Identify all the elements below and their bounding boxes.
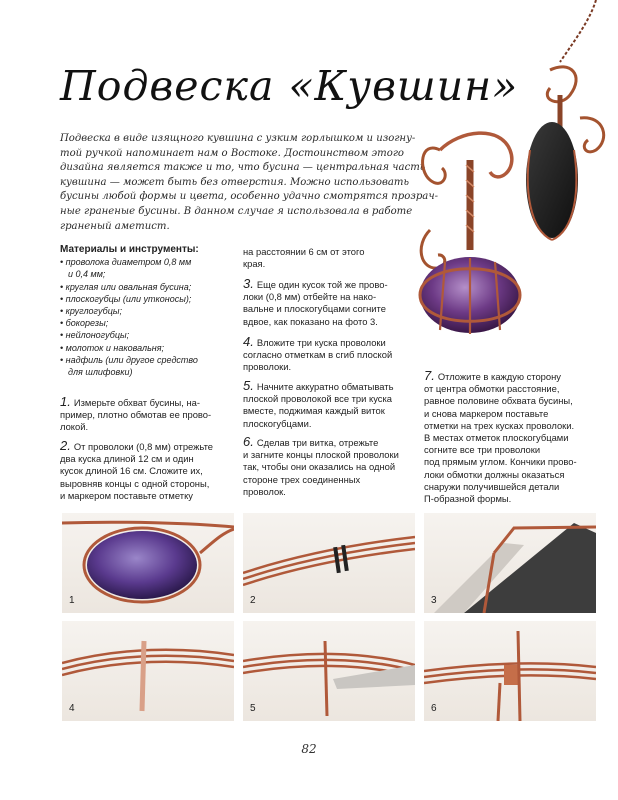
- step-text: согните все три проволоки: [424, 444, 541, 456]
- step-text: на расстоянии 6 см от этого: [243, 246, 365, 257]
- step-7: [424, 370, 594, 505]
- step-text: и маркером поставьте отметку: [60, 489, 193, 501]
- step-text: От проволоки (0,8 мм) отрежьте: [73, 441, 213, 452]
- photo-number: 6: [431, 703, 437, 714]
- pendant-photo: [400, 0, 618, 360]
- intro-line: Подвеска в виде изящного кувшина с узким горлышком и изогну-: [60, 133, 416, 144]
- wires-photo: [243, 513, 415, 613]
- materials-heading: Материалы и инструменты:: [60, 244, 199, 255]
- step-text: кусок длиной 16 см. Сложите их,: [60, 465, 203, 477]
- step-text: проволоки.: [243, 361, 292, 373]
- step-text: стороне трех соединенных: [243, 473, 361, 485]
- step-2-continued: [243, 246, 415, 270]
- intro-line: той ручкой напоминает нам о Востоке. Достоинством этого: [60, 147, 405, 159]
- step-2: [60, 440, 238, 502]
- step-number: 7.: [424, 368, 435, 383]
- step-number: 4.: [243, 334, 254, 349]
- step-text: снаружи получившейся детали: [424, 480, 560, 492]
- step-text: Отложите в каждую сторону: [437, 371, 561, 382]
- bead-wire-photo: [62, 513, 234, 613]
- step-text: В местах отметок плоскогубцами: [424, 432, 569, 444]
- intro-line: граненый аметист.: [60, 220, 170, 232]
- material-item: • круглогубцы;: [60, 305, 238, 317]
- photo-number: 1: [69, 595, 75, 606]
- step-text: согласно отметкам в сгиб плоской: [243, 349, 393, 361]
- step-text: Вложите три куска проволоки: [256, 337, 386, 348]
- material-item: • бокорезы;: [60, 317, 238, 329]
- step-text: вальне и плоскогубцами согните: [243, 303, 386, 315]
- step-text: Начните аккуратно обматывать: [256, 381, 394, 392]
- step-4: [243, 336, 415, 374]
- intro-line: дизайна является также и то, что бусина — центральная часть: [60, 162, 426, 174]
- step-text: равное половине обхвата бусины,: [424, 395, 573, 407]
- step-photo-3: [424, 513, 596, 613]
- step-text: пример, плотно обмотав ее прово-: [60, 409, 212, 421]
- material-item: • плоскогубцы (или утконосы);: [60, 293, 238, 305]
- step-photo-1: [62, 513, 234, 613]
- step-text: Измерьте обхват бусины, на-: [73, 397, 200, 408]
- material-item: и 0,4 мм;: [68, 269, 106, 280]
- photo-number: 4: [69, 703, 75, 714]
- wrapped-wire-photo: [424, 621, 596, 721]
- step-text: отметки на трех кусках проволоки.: [424, 419, 575, 431]
- intro-paragraph: [60, 132, 439, 234]
- step-text: от центра обмотки расстояние,: [424, 383, 560, 395]
- step-text: так, чтобы они оказались на одной: [243, 461, 396, 473]
- step-text: вместе, поджимая каждый виток: [243, 405, 385, 417]
- pendant-illustration: [400, 0, 618, 360]
- material-item: для шлифовки): [68, 367, 133, 378]
- step-3: [243, 278, 415, 328]
- step-number: 3.: [243, 276, 254, 291]
- step-photo-2: [243, 513, 415, 613]
- step-text: локи обмотки должны оказаться: [424, 468, 565, 480]
- step-photo-4: [62, 621, 234, 721]
- pliers-photo: [424, 513, 596, 613]
- folded-wire-photo: [62, 621, 234, 721]
- photo-number: 5: [250, 703, 256, 714]
- step-number: 6.: [243, 434, 254, 449]
- material-item: • круглая или овальная бусина;: [60, 281, 238, 293]
- step-text: локи (0,8 мм) отбейте на нако-: [243, 291, 377, 303]
- step-text: Еще один кусок той же прово-: [256, 279, 388, 290]
- step-text: локой.: [60, 421, 89, 433]
- step-text: плоской проволокой все три куска: [243, 393, 392, 405]
- step-1: [60, 396, 238, 434]
- materials-list: [60, 244, 238, 378]
- material-item: • молоток и наковальня;: [60, 342, 238, 354]
- step-text: проволок.: [243, 485, 286, 497]
- step-text: вдвое, как показано на фото 3.: [243, 315, 378, 327]
- step-5: [243, 380, 415, 430]
- step-photo-5: [243, 621, 415, 721]
- wrapping-photo: [243, 621, 415, 721]
- step-6: [243, 436, 415, 498]
- intro-line: бусины любой формы и цвета, особенно удачно смотрятся прозрач-: [60, 191, 439, 203]
- step-number: 2.: [60, 438, 71, 453]
- step-photo-6: [424, 621, 596, 721]
- step-text: П-образной формы.: [424, 493, 512, 505]
- step-text: и загните концы плоской проволоки: [243, 449, 399, 461]
- page-number: 82: [301, 742, 317, 756]
- step-text: плоскогубцами.: [243, 417, 312, 429]
- step-text: края.: [243, 258, 266, 270]
- intro-line: ные граненые бусины. В данном случае я использовала в работе: [60, 205, 413, 217]
- photo-number: 3: [431, 595, 437, 606]
- step-text: Сделав три витка, отрежьте: [256, 437, 379, 448]
- step-text: два куска длиной 12 см и один: [60, 453, 194, 465]
- photo-number: 2: [250, 595, 256, 606]
- step-text: под прямым углом. Кончики прово-: [424, 456, 577, 468]
- step-text: и снова маркером поставьте: [424, 407, 549, 419]
- material-item: • проволока диаметром 0,8 мм: [60, 256, 238, 268]
- step-number: 5.: [243, 378, 254, 393]
- material-item: • нейлоногубцы;: [60, 329, 238, 341]
- step-number: 1.: [60, 394, 71, 409]
- intro-line: кувшина — может быть без отверстия. Можно использовать: [60, 176, 409, 188]
- page-title: Подвеска «Кувшин»: [60, 62, 519, 110]
- material-item: • надфиль (или другое средство: [60, 354, 238, 366]
- step-text: выровняв концы с одной стороны,: [60, 477, 210, 489]
